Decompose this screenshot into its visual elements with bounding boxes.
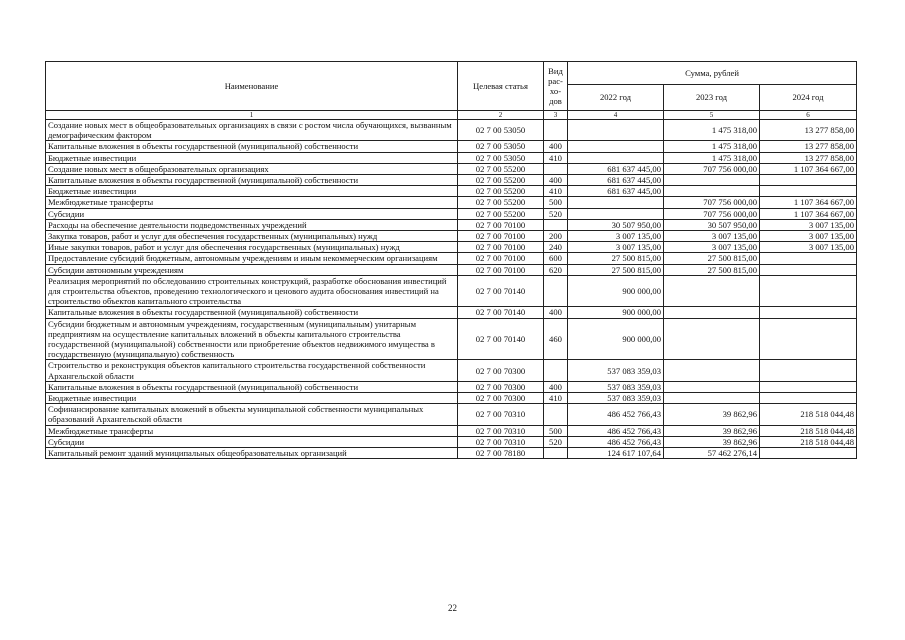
row-name: Бюджетные инвестиции [46,393,458,404]
row-2023: 27 500 815,00 [664,264,760,275]
row-2023: 39 862,96 [664,404,760,425]
row-code: 02 7 00 70100 [458,219,544,230]
row-code: 02 7 00 70140 [458,318,544,360]
column-number-row [46,111,857,120]
table-row [46,318,857,360]
table-row [46,381,857,392]
row-code: 02 7 00 70300 [458,381,544,392]
row-2022: 900 000,00 [568,307,664,318]
column-number: 5 [664,111,760,120]
row-2024 [760,318,857,360]
row-2023 [664,381,760,392]
row-name: Предоставление субсидий бюджетным, автономным учреждениям и иным некоммерческим организациям [46,253,458,264]
row-type [544,275,568,307]
row-2023: 39 862,96 [664,436,760,447]
row-name: Бюджетные инвестиции [46,152,458,163]
row-2023: 39 862,96 [664,425,760,436]
row-type: 400 [544,141,568,152]
row-2022: 900 000,00 [568,275,664,307]
table-row [46,186,857,197]
row-type: 200 [544,231,568,242]
row-2024 [760,381,857,392]
row-name: Софинансирование капитальных вложений в объекты муниципальной собственности муниципальных образований Архангельской области [46,404,458,425]
row-type: 520 [544,208,568,219]
row-name: Межбюджетные трансферты [46,197,458,208]
row-name: Субсидии автономным учреждениям [46,264,458,275]
row-code: 02 7 00 70100 [458,253,544,264]
row-2022: 537 083 359,03 [568,393,664,404]
row-2023: 3 007 135,00 [664,242,760,253]
row-code: 02 7 00 53050 [458,120,544,141]
row-type: 600 [544,253,568,264]
row-2022: 681 637 445,00 [568,175,664,186]
row-2022: 537 083 359,03 [568,360,664,381]
row-2024 [760,253,857,264]
row-2023: 27 500 815,00 [664,253,760,264]
table-row [46,231,857,242]
row-2024 [760,275,857,307]
row-name: Капитальный ремонт зданий муниципальных общеобразовательных организаций [46,448,458,459]
row-2022: 486 452 766,43 [568,404,664,425]
row-type [544,360,568,381]
row-type: 500 [544,425,568,436]
column-number: 2 [458,111,544,120]
row-2024 [760,175,857,186]
row-name: Иные закупки товаров, работ и услуг для обеспечения государственных (муниципальных) нужд [46,242,458,253]
table-row [46,425,857,436]
row-type: 410 [544,186,568,197]
row-2024 [760,186,857,197]
header-sum: Сумма, рублей [568,62,857,85]
row-2022: 27 500 815,00 [568,264,664,275]
row-type: 400 [544,307,568,318]
row-code: 02 7 00 53050 [458,141,544,152]
table-row [46,275,857,307]
row-name: Капитальные вложения в объекты государственной (муниципальной) собственности [46,141,458,152]
row-name: Создание новых мест в общеобразовательных организациях [46,163,458,174]
page-number: 22 [448,603,457,613]
row-type [544,120,568,141]
row-code: 02 7 00 70310 [458,404,544,425]
row-2024 [760,393,857,404]
table-row [46,307,857,318]
row-type: 400 [544,381,568,392]
row-name: Закупка товаров, работ и услуг для обеспечения государственных (муниципальных) нужд [46,231,458,242]
row-2023: 57 462 276,14 [664,448,760,459]
row-type [544,448,568,459]
header-name: Наименование [46,62,458,111]
table-row [46,242,857,253]
row-2024: 13 277 858,00 [760,141,857,152]
row-2024: 1 107 364 667,00 [760,163,857,174]
row-code: 02 7 00 55200 [458,186,544,197]
table-row [46,175,857,186]
row-name: Субсидии бюджетным и автономным учреждениям, государственным (муниципальным) унитарным предприятиям на осуществление капитальных вложений в объекты капитального строительства государственной (муниципальной) собственности или приобретение объектов недвижимого имущества в государственную (муниципальную) собственность [46,318,458,360]
row-code: 02 7 00 70100 [458,242,544,253]
table-header [46,62,857,120]
row-2023 [664,186,760,197]
table-row [46,448,857,459]
table-row [46,219,857,230]
table-row [46,436,857,447]
table-row [46,208,857,219]
row-code: 02 7 00 53050 [458,152,544,163]
row-code: 02 7 00 70140 [458,275,544,307]
row-2023 [664,393,760,404]
row-2024 [760,360,857,381]
row-code: 02 7 00 55200 [458,175,544,186]
row-2024 [760,448,857,459]
table-row [46,264,857,275]
row-2022 [568,208,664,219]
row-2023 [664,318,760,360]
row-2024: 218 518 044,48 [760,425,857,436]
row-2022: 681 637 445,00 [568,163,664,174]
row-name: Межбюджетные трансферты [46,425,458,436]
row-name: Строительство и реконструкция объектов капитального строительства государственной собственности Архангельской области [46,360,458,381]
row-2024: 218 518 044,48 [760,404,857,425]
row-code: 02 7 00 70140 [458,307,544,318]
row-2023: 30 507 950,00 [664,219,760,230]
row-2023: 1 475 318,00 [664,152,760,163]
row-code: 02 7 00 55200 [458,197,544,208]
column-number: 1 [46,111,458,120]
row-type: 620 [544,264,568,275]
row-type: 400 [544,175,568,186]
table-row [46,120,857,141]
row-code: 02 7 00 70300 [458,360,544,381]
row-name: Капитальные вложения в объекты государственной (муниципальной) собственности [46,175,458,186]
row-2022: 3 007 135,00 [568,231,664,242]
row-type [544,219,568,230]
row-2022: 537 083 359,03 [568,381,664,392]
row-type: 520 [544,436,568,447]
header-type: Вид рас-хо-дов [544,62,568,111]
row-2023 [664,307,760,318]
row-name: Расходы на обеспечение деятельности подведомственных учреждений [46,219,458,230]
header-year-2023: 2023 год [664,85,760,111]
row-code: 02 7 00 70310 [458,436,544,447]
row-code: 02 7 00 70310 [458,425,544,436]
row-name: Субсидии [46,436,458,447]
table-row [46,404,857,425]
table-row [46,253,857,264]
row-type [544,163,568,174]
row-code: 02 7 00 55200 [458,163,544,174]
row-2023: 1 475 318,00 [664,141,760,152]
row-type: 240 [544,242,568,253]
row-code: 02 7 00 78180 [458,448,544,459]
table-row [46,141,857,152]
table-row [46,152,857,163]
row-type: 410 [544,393,568,404]
row-2022: 486 452 766,43 [568,425,664,436]
row-type [544,404,568,425]
row-2024 [760,307,857,318]
row-2022: 124 617 107,64 [568,448,664,459]
row-name: Реализация мероприятий по обследованию строительных конструкций, разработке обоснования инвестиций для строительства объектов, проведению технологического и ценового аудита обоснования инвестиций на строительство объектов капитального строительства [46,275,458,307]
row-2024: 218 518 044,48 [760,436,857,447]
table-body [46,120,857,459]
row-2022: 900 000,00 [568,318,664,360]
column-number: 4 [568,111,664,120]
row-2022: 681 637 445,00 [568,186,664,197]
column-number: 3 [544,111,568,120]
row-2022 [568,141,664,152]
row-2022 [568,152,664,163]
row-2024: 3 007 135,00 [760,219,857,230]
row-code: 02 7 00 70100 [458,264,544,275]
row-2024: 3 007 135,00 [760,242,857,253]
row-2023: 3 007 135,00 [664,231,760,242]
row-2022: 3 007 135,00 [568,242,664,253]
row-2024: 13 277 858,00 [760,120,857,141]
row-2023: 707 756 000,00 [664,208,760,219]
row-2024: 3 007 135,00 [760,231,857,242]
column-number: 6 [760,111,857,120]
row-type: 460 [544,318,568,360]
row-name: Создание новых мест в общеобразовательных организациях в связи с ростом числа обучающихся, вызванным демографическим фактором [46,120,458,141]
row-2022: 27 500 815,00 [568,253,664,264]
row-2022 [568,120,664,141]
budget-table [45,61,857,459]
row-2022: 486 452 766,43 [568,436,664,447]
row-name: Субсидии [46,208,458,219]
table-row [46,197,857,208]
row-2024: 1 107 364 667,00 [760,197,857,208]
table-row [46,163,857,174]
row-code: 02 7 00 55200 [458,208,544,219]
header-year-2024: 2024 год [760,85,857,111]
row-2024: 1 107 364 667,00 [760,208,857,219]
row-2022: 30 507 950,00 [568,219,664,230]
row-2023 [664,275,760,307]
header-target: Целевая статья [458,62,544,111]
row-code: 02 7 00 70300 [458,393,544,404]
row-2024: 13 277 858,00 [760,152,857,163]
row-name: Бюджетные инвестиции [46,186,458,197]
row-2023 [664,175,760,186]
row-name: Капитальные вложения в объекты государственной (муниципальной) собственности [46,381,458,392]
row-name: Капитальные вложения в объекты государственной (муниципальной) собственности [46,307,458,318]
row-2022 [568,197,664,208]
header-year-2022: 2022 год [568,85,664,111]
table-row [46,393,857,404]
row-2023: 707 756 000,00 [664,163,760,174]
row-code: 02 7 00 70100 [458,231,544,242]
row-2023: 707 756 000,00 [664,197,760,208]
table-row [46,360,857,381]
row-type: 410 [544,152,568,163]
row-type: 500 [544,197,568,208]
row-2024 [760,264,857,275]
row-2023 [664,360,760,381]
row-2023: 1 475 318,00 [664,120,760,141]
